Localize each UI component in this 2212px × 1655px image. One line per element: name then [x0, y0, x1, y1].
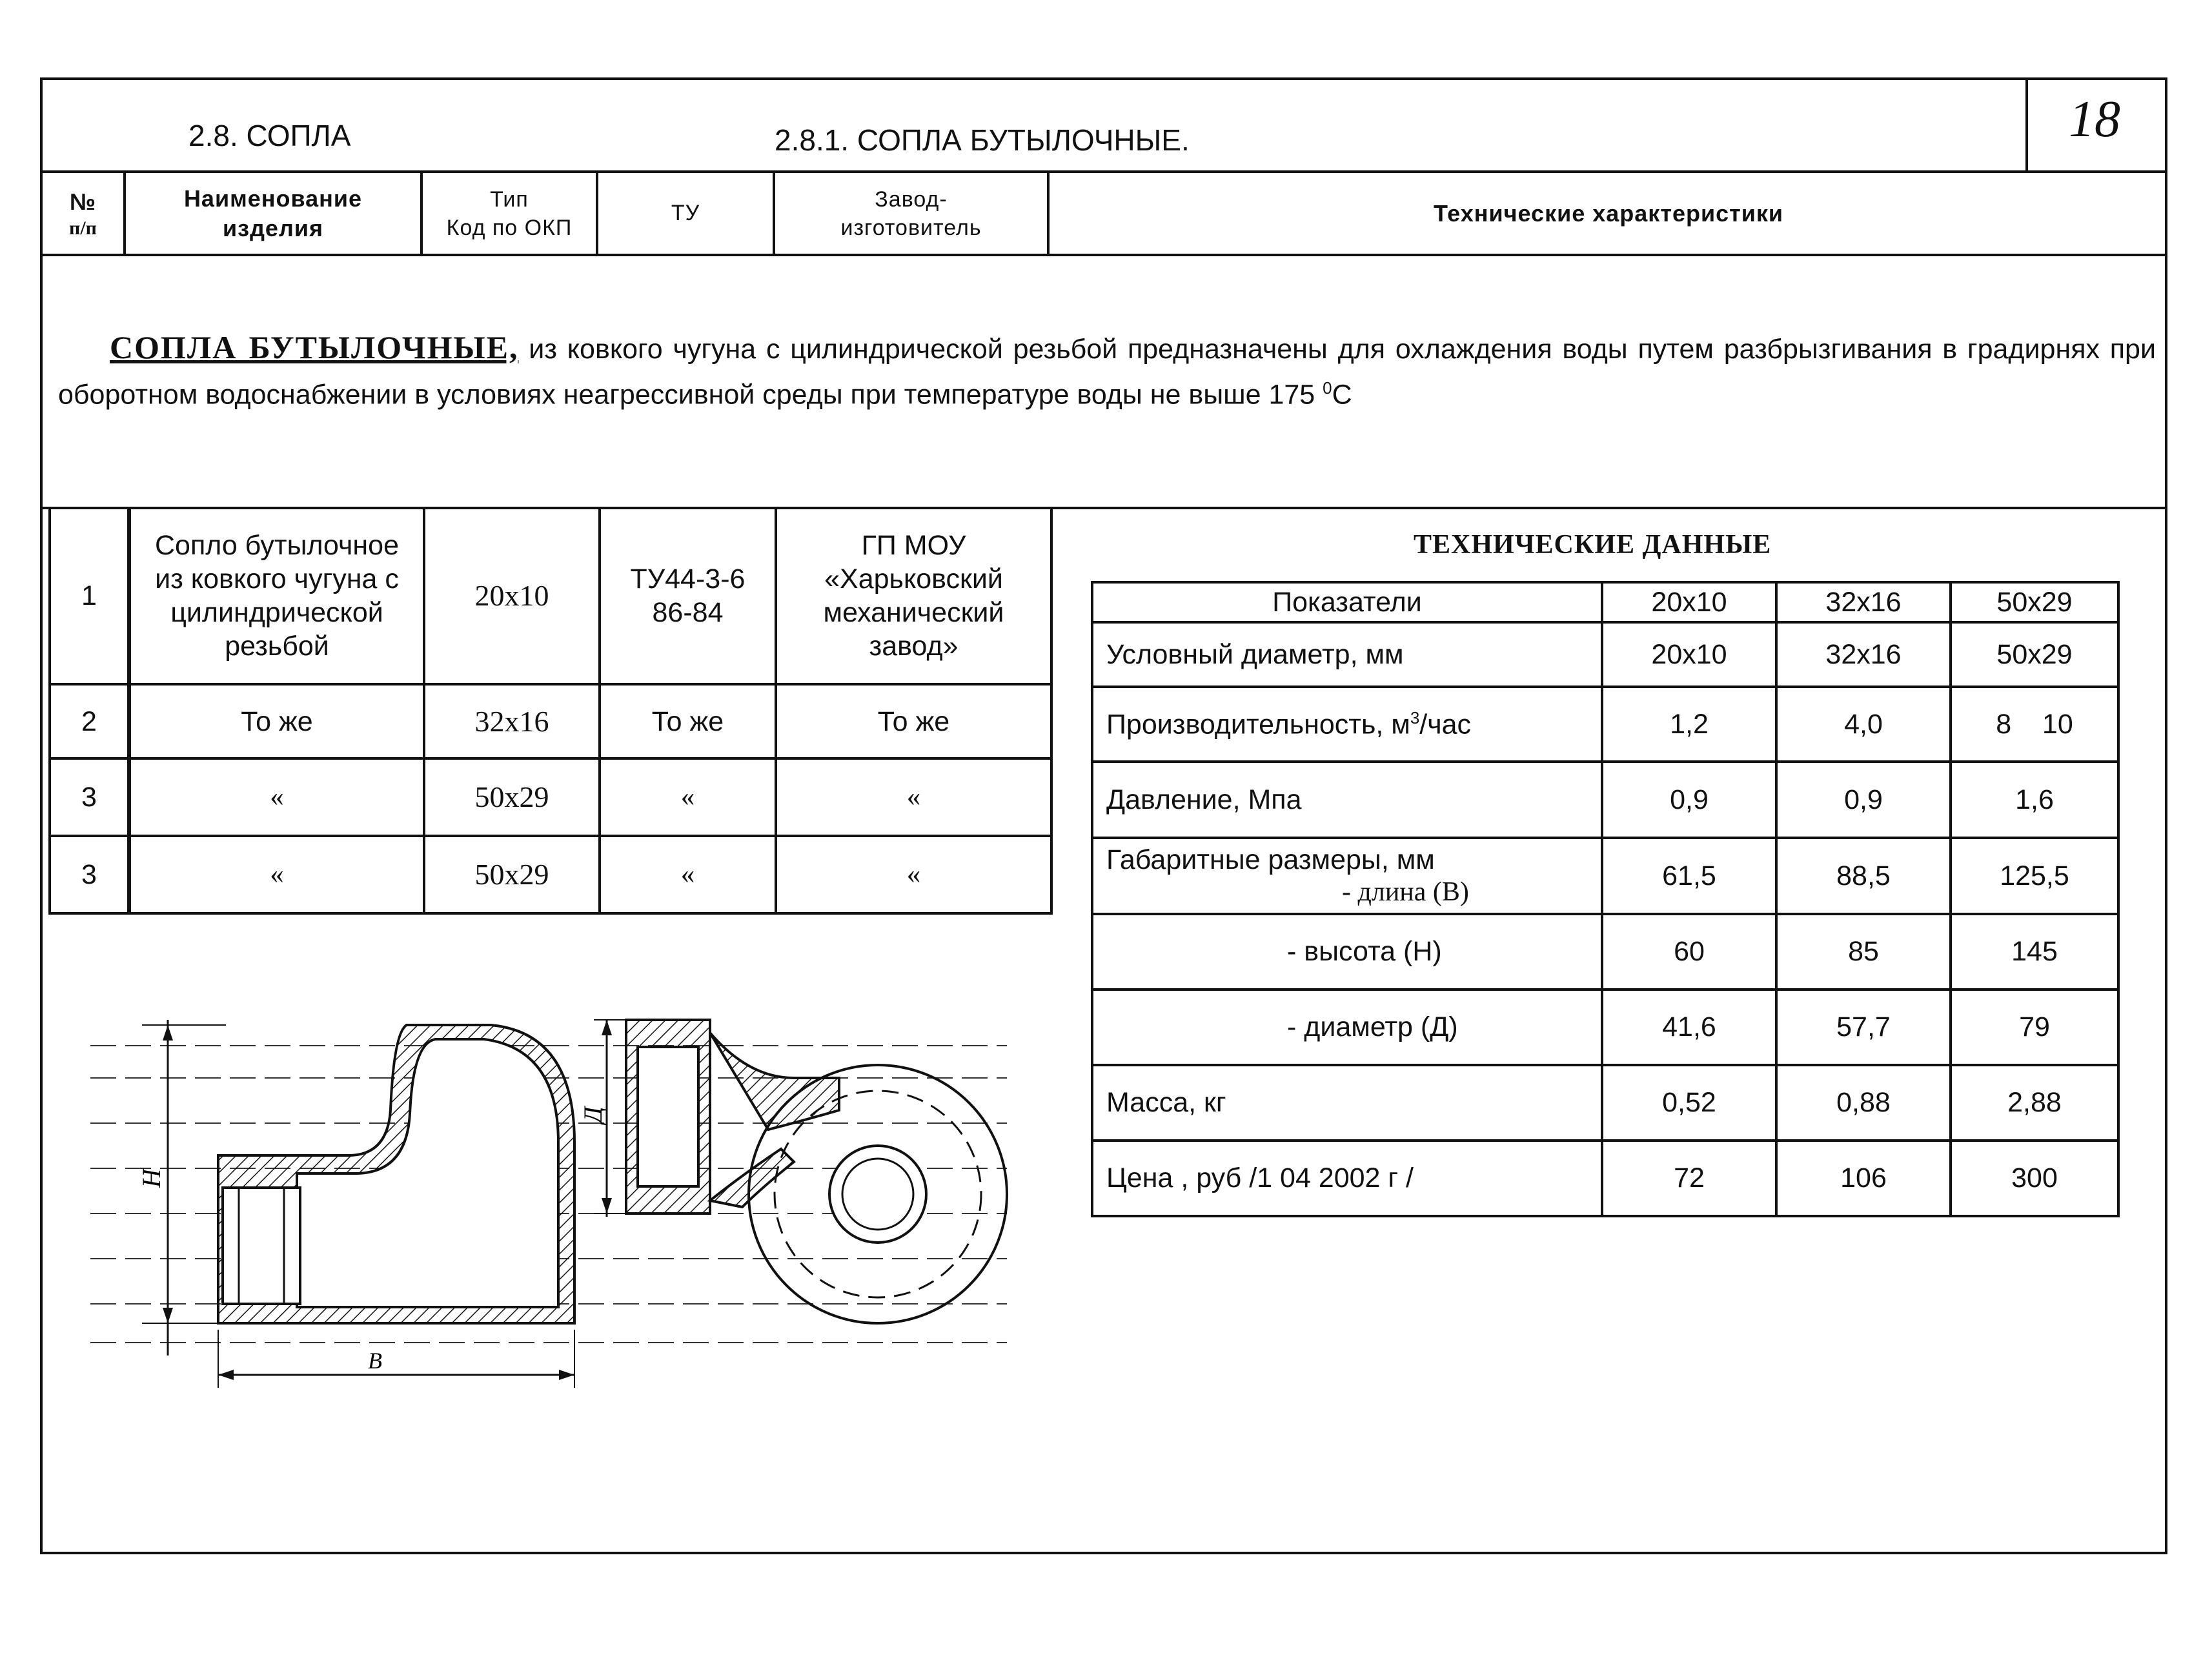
tech-head-c3: 50х29: [1951, 582, 2118, 622]
column-num-line2: п/п: [69, 217, 97, 239]
product-num: 2: [81, 706, 97, 737]
tech-row-c2: 0,9: [1776, 762, 1951, 838]
product-maker: То же: [877, 706, 950, 737]
product-divider: [1050, 508, 1053, 915]
tech-row-c1: 20х10: [1602, 622, 1776, 687]
tech-row: [1092, 914, 2118, 990]
tech-row-label-text: Производительность, м: [1106, 709, 1410, 740]
column-name-line1: Наименование: [183, 185, 363, 212]
tech-header-row: [1092, 582, 2118, 622]
tech-row-c1: 0,52: [1602, 1065, 1776, 1141]
drawing-label-b: В: [368, 1348, 382, 1374]
column-type-line2: Код по ОКП: [446, 215, 573, 240]
tech-row-c1: 41,6: [1602, 990, 1776, 1065]
tech-row: [1092, 1065, 2118, 1141]
tech-row-label: [1092, 687, 1602, 762]
column-num: [43, 173, 123, 254]
tech-row-c2: 4,0: [1776, 687, 1951, 762]
column-name-line2: изделия: [223, 214, 323, 241]
tech-row-label: Масса, кг: [1092, 1065, 1602, 1141]
product-type: 50х29: [474, 858, 549, 891]
drawing-label-h: Н: [137, 1169, 166, 1188]
product-maker: ГП МОУ «Харьковский механический завод»: [823, 529, 1004, 662]
tech-row-c2: 32х16: [1776, 622, 1951, 687]
section-title: 2.8. СОПЛА: [188, 119, 351, 152]
column-type: [423, 173, 596, 254]
tech-row: [1092, 1141, 2118, 1216]
tech-row-label-main: Габаритные размеры, мм: [1106, 844, 1435, 875]
tech-row-label: Цена , руб /1 04 2002 г /: [1092, 1141, 1602, 1216]
column-maker-line1: Завод-: [875, 187, 948, 212]
tech-row-c2: 57,7: [1776, 990, 1951, 1065]
product-name: Сопло бутылочное из ковкого чугуна с цилиндрической резьбой: [155, 529, 399, 662]
end-view: [578, 1020, 1007, 1323]
drawing-label-d: Д: [578, 1106, 607, 1123]
tech-row: [1092, 762, 2118, 838]
tech-row-label-sup: 3: [1410, 707, 1420, 727]
product-tu: ТУ44-3-686-84: [630, 563, 746, 628]
tech-row-c3: 50х29: [1951, 622, 2118, 687]
tech-row-c1: 61,5: [1602, 838, 1776, 914]
product-type: 50х29: [474, 780, 549, 813]
tech-table: [1091, 581, 2120, 1217]
tech-row: [1092, 838, 2118, 914]
product-num: 1: [81, 580, 97, 611]
tech-row-c1: 0,9: [1602, 762, 1776, 838]
description-lead: СОПЛА БУТЫЛОЧНЫЕ,: [110, 329, 519, 365]
tech-row-label-sub: - длина (В): [1342, 877, 1469, 907]
column-specs: [1050, 173, 2167, 254]
tech-head-c1: 20х10: [1602, 582, 1776, 622]
tech-row-c1: 1,2: [1602, 687, 1776, 762]
subsection-title: 2.8.1. СОПЛА БУТЫЛОЧНЫЕ.: [775, 123, 1190, 157]
degree-mark: 0: [1323, 378, 1332, 398]
column-num-line1: №: [69, 188, 97, 215]
tech-row-c2: 85: [1776, 914, 1951, 990]
column-tu-label: ТУ: [671, 201, 700, 225]
product-num: 3: [81, 782, 97, 813]
column-type-line1: Тип: [490, 187, 529, 212]
tech-row-c2: 106: [1776, 1141, 1951, 1216]
page-number: 18: [2069, 91, 2120, 148]
product-name: «: [270, 782, 284, 812]
tech-row-label: - высота (Н): [1092, 914, 1602, 990]
tech-title: ТЕХНИЧЕСКИЕ ДАННЫЕ: [1414, 530, 1772, 560]
product-tu: То же: [651, 706, 724, 737]
tech-row-c3: 300: [1951, 1141, 2118, 1216]
nozzle-drawing: [77, 994, 1020, 1433]
column-tu: [598, 173, 773, 254]
tech-row-c3: 8 10: [1951, 687, 2118, 762]
tech-head-c2: 32х16: [1776, 582, 1951, 622]
tech-row-label: Давление, Мпа: [1092, 762, 1602, 838]
tech-row-label: [1092, 838, 1602, 914]
description-unit: С: [1332, 379, 1352, 411]
tech-row-c3: 145: [1951, 914, 2118, 990]
column-name: [126, 173, 420, 254]
tech-row-label: - диаметр (Д): [1092, 990, 1602, 1065]
product-table-bottom: [48, 912, 1053, 915]
product-maker: «: [906, 859, 921, 889]
product-name: «: [270, 859, 284, 889]
tech-row: [1092, 622, 2118, 687]
tech-row-c3: 125,5: [1951, 838, 2118, 914]
product-num: 3: [81, 859, 97, 890]
tech-row-c3: 1,6: [1951, 762, 2118, 838]
column-header-bottom: [40, 254, 2167, 256]
description-text: из ковкого чугуна с цилиндрической резьбой предназначены для охлаждения воды путем разбрызгивания в градирнях при оборотном водоснабжении в условиях неагрессивной среды при температуре воды не выше 175: [58, 334, 2156, 411]
product-tu: «: [680, 859, 695, 889]
tech-row-c2: 88,5: [1776, 838, 1951, 914]
tech-row-c2: 0,88: [1776, 1065, 1951, 1141]
page-number-divider: [2025, 77, 2028, 172]
tech-row: [1092, 990, 2118, 1065]
tech-row-c1: 60: [1602, 914, 1776, 990]
description-paragraph: [58, 328, 2156, 414]
product-tu: «: [680, 782, 695, 812]
tech-row-c1: 72: [1602, 1141, 1776, 1216]
product-maker: «: [906, 782, 921, 812]
tech-head-label: Показатели: [1092, 582, 1602, 622]
product-type: 32х16: [474, 704, 549, 738]
side-view: [137, 1020, 574, 1388]
product-type: 20х10: [474, 578, 549, 612]
tech-row-label: Условный диаметр, мм: [1092, 622, 1602, 687]
tech-row-c3: 2,88: [1951, 1065, 2118, 1141]
tech-row: [1092, 687, 2118, 762]
column-specs-label: Технические характеристики: [1433, 199, 1784, 227]
tech-row-c3: 79: [1951, 990, 2118, 1065]
product-name: То же: [241, 706, 313, 737]
tech-row-label-tail: /час: [1419, 709, 1472, 740]
column-maker: [775, 173, 1047, 254]
column-maker-line2: изготовитель: [840, 215, 982, 240]
